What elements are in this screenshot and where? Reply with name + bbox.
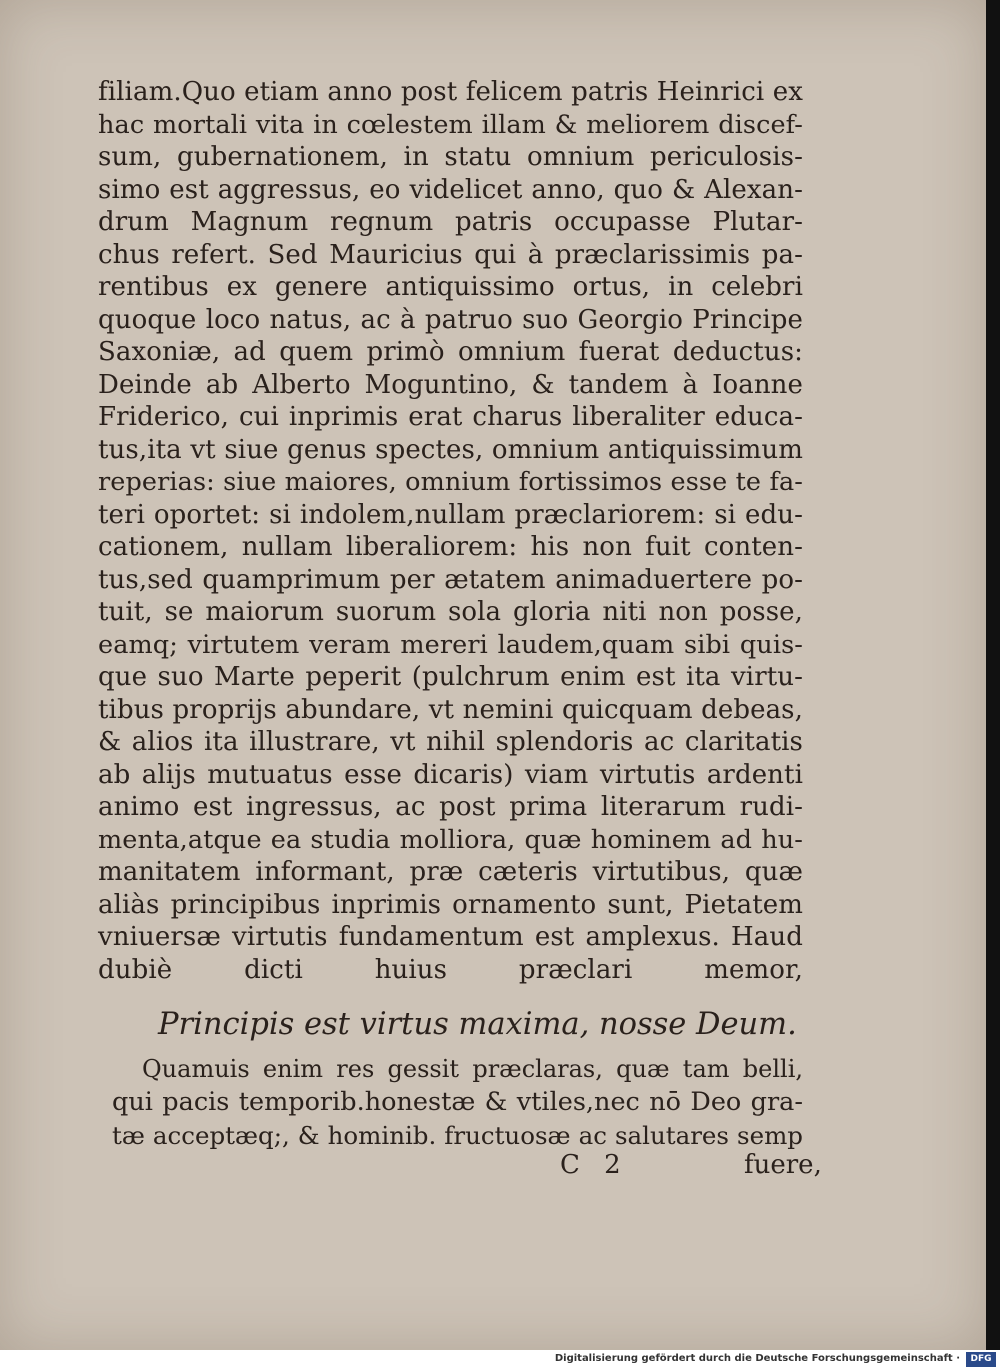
text-line: vniuersæ virtutis fundamentum est amplexus. Haud: [98, 922, 803, 952]
text-line: tus,sed quamprimum per ætatem animaduertere po-: [98, 564, 803, 595]
text-line: eamq; virtutem veram mereri laudem,quam sibi quis-: [98, 629, 803, 660]
text-line: chus refert. Sed Mauricius qui à præclarissimis pa-: [98, 239, 803, 270]
text-line: que suo Marte peperit (pulchrum enim est ita virtu-: [98, 662, 803, 692]
text-line: Saxoniæ, ad quem primò omnium fuerat deductus:: [98, 337, 803, 367]
text-line: animo est ingressus, ac post prima literarum rudi-: [98, 792, 803, 822]
scan-border: [986, 0, 1000, 1350]
text-line: tuit, se maiorum suorum sola gloria niti non posse,: [98, 597, 803, 627]
text-line: tibus proprijs abundare, vt nemini quicquam debeas,: [98, 694, 803, 725]
text-line: dubiè dicti huius præclari memor,: [98, 954, 803, 985]
text-line: Quamuis enim res gessit præclaras, quæ tam belli,: [142, 1055, 803, 1083]
dfg-logo: DFG: [966, 1352, 996, 1367]
text-line: teri oportet: si indolem,nullam præclariorem: si edu-: [98, 499, 803, 530]
text-line: reperias: siue maiores, omnium fortissimos esse te fa-: [98, 467, 803, 497]
motto-verse: Principis est virtus maxima, nosse Deum.: [158, 1007, 797, 1042]
text-line: Deinde ab Alberto Moguntino, & tandem à Ioanne: [98, 369, 803, 400]
text-line: tæ acceptæq;, & hominib. fructuosæ ac salutares semp: [112, 1121, 803, 1150]
text-line: aliàs principibus inprimis ornamento sunt, Pietatem: [98, 889, 803, 920]
text-line: manitatem informant, præ cæteris virtutibus, quæ: [98, 857, 803, 887]
text-line: filiam.Quo etiam anno post felicem patris Heinrici ex: [98, 77, 803, 107]
text-line: hac mortali vita in cœlestem illam & meliorem discef-: [98, 109, 803, 140]
catchword: fuere,: [744, 1150, 822, 1180]
text-line: drum Magnum regnum patris occupasse Plutar-: [98, 207, 803, 237]
footer-bar: [0, 1350, 1000, 1370]
body-text: [98, 76, 803, 986]
text-line: menta,atque ea studia molliora, quæ hominem ad hu-: [98, 824, 803, 855]
text-line: cationem, nullam liberaliorem: his non fuit conten-: [98, 532, 803, 562]
text-line: quoque loco natus, ac à patruo suo Georgio Principe: [98, 304, 803, 335]
text-line: tus,ita vt siue genus spectes, omnium antiquissimum: [98, 434, 803, 465]
funding-notice: Digitalisierung gefördert durch die Deutsche Forschungsgemeinschaft ·: [554, 1353, 960, 1364]
text-line: sum, gubernationem, in statu omnium periculosis-: [98, 142, 803, 172]
signature-mark: C 2: [560, 1150, 629, 1180]
text-line: rentibus ex genere antiquissimo ortus, in celebri: [98, 272, 803, 302]
text-line: & alios ita illustrare, vt nihil splendoris ac claritatis: [98, 727, 803, 757]
body-text-continuation: [112, 1053, 803, 1152]
text-line: ab alijs mutuatus esse dicaris) viam virtutis ardenti: [98, 759, 803, 790]
text-line: simo est aggressus, eo videlicet anno, quo & Alexan-: [98, 174, 803, 205]
text-line: qui pacis temporib.honestæ & vtiles,nec nō Deo gra-: [112, 1087, 803, 1117]
text-line: Friderico, cui inprimis erat charus liberaliter educa-: [98, 402, 803, 432]
